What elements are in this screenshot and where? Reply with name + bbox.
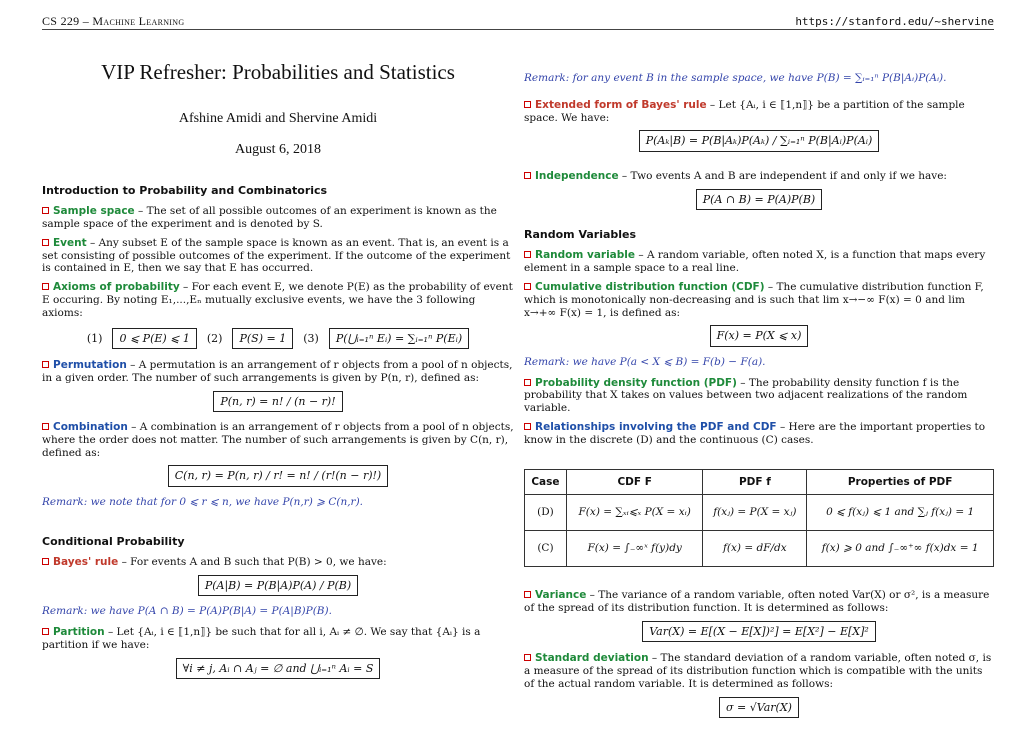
- bullet-icon: [524, 101, 531, 108]
- page-header: [42, 14, 994, 30]
- def-axioms: Axioms of probability – For each event E, we denote P(E) as the probability of event E occuring. By noting E₁,...,Eₙ mutually exclusive events, we have the 3 following axioms:: [42, 281, 513, 319]
- left-column: [42, 30, 514, 747]
- table-cell: 0 ⩽ f(xⱼ) ⩽ 1 and ∑ⱼ f(xⱼ) = 1: [807, 495, 994, 531]
- table-header: CDF F: [566, 469, 703, 495]
- bullet-icon: [42, 558, 49, 565]
- bullet-icon: [42, 423, 49, 430]
- combination-formula: C(n, r) = P(n, r) / r! = n! / (r!(n − r)!): [168, 465, 388, 486]
- bullet-icon: [524, 379, 531, 386]
- def-random-variable: Random variable – A random variable, often noted X, is a function that maps every element in a sample space to a real line.: [524, 249, 986, 275]
- table-cell: f(xⱼ) = P(X = xⱼ): [703, 495, 807, 531]
- pdf-cdf-table: [524, 469, 994, 568]
- bullet-icon: [42, 239, 49, 246]
- def-variance: Variance – The variance of a random variable, often noted Var(X) or σ², is a measure of the spread of its distribution function. It is determined as follows:: [524, 589, 990, 615]
- def-cdf: Cumulative distribution function (CDF) – The cumulative distribution function F, which is monotonically non-decreasing and is such that lim x→−∞ F(x) = 0 and lim x→+∞ F(x) = 1, is defined as:: [524, 281, 984, 319]
- date: August 6, 2018: [235, 141, 321, 157]
- remark-combination: Remark: we note that for 0 ⩽ r ⩽ n, we have P(n,r) ⩾ C(n,r).: [42, 495, 364, 508]
- table-row: [525, 531, 994, 567]
- page-title: VIP Refresher: Probabilities and Statistics: [101, 60, 455, 84]
- permutation-formula: P(n, r) = n! / (n − r)!: [213, 391, 342, 412]
- authors: Afshine Amidi and Shervine Amidi: [178, 110, 378, 126]
- def-relationships: Relationships involving the PDF and CDF – Here are the important properties to know in the discrete (D) and the continuous (C) cases.: [524, 420, 986, 446]
- def-partition: Partition – Let {Aᵢ, i ∈ ⟦1,n⟧} be such that for all i, Aᵢ ≠ ∅. We say that {Aᵢ} is a partition if we have:: [42, 625, 481, 651]
- bullet-icon: [42, 207, 49, 214]
- section-conditional: Conditional Probability: [42, 534, 185, 548]
- bullet-icon: [524, 283, 531, 290]
- table-cell: F(x) = ∑ₓᵢ⩽ₓ P(X = xᵢ): [566, 495, 703, 531]
- remark-cdf: Remark: we have P(a < X ⩽ B) = F(b) − F(a).: [524, 355, 766, 368]
- axiom-3-formula: P(⋃ᵢ₌₁ⁿ Eᵢ) = ∑ᵢ₌₁ⁿ P(Eᵢ): [329, 328, 469, 349]
- def-pdf: Probability density function (PDF) – The probability density function f is the probability that X takes on values between two adjacent realizations of the random variable.: [524, 376, 968, 415]
- course-number: CS 229 –: [42, 14, 93, 28]
- course-label: [42, 14, 184, 29]
- remark-total-probability: Remark: for any event B in the sample space, we have P(B) = ∑ᵢ₌₁ⁿ P(B|Aᵢ)P(Aᵢ).: [524, 72, 947, 84]
- table-cell: f(x) = dF/dx: [703, 531, 807, 567]
- def-extended-bayes: Extended form of Bayes' rule – Let {Aᵢ, i ∈ ⟦1,n⟧} be a partition of the sample space. We have:: [524, 98, 965, 124]
- def-independence: Independence – Two events A and B are independent if and only if we have:: [524, 170, 994, 183]
- bullet-icon: [524, 423, 531, 430]
- def-combination: Combination – A combination is an arrangement of r objects from a pool of n objects, where the order does not matter. The number of such arrangements is given by C(n, r), defined as:: [42, 420, 514, 459]
- def-bayes: Bayes' rule – For events A and B such that P(B) > 0, we have:: [42, 556, 514, 569]
- table-cell: F(x) = ∫₋∞ˣ f(y)dy: [566, 531, 703, 567]
- bullet-icon: [524, 654, 531, 661]
- partition-formula: ∀i ≠ j, Aᵢ ∩ Aⱼ = ∅ and ⋃ᵢ₌₁ⁿ Aᵢ = S: [176, 658, 381, 679]
- def-event: Event – Any subset E of the sample space is known as an event. That is, an event is a set consisting of possible outcomes of the experiment. If the outcome of the experiment is contained in E, then we say that E has occurred.: [42, 236, 511, 275]
- bullet-icon: [42, 628, 49, 635]
- course-name: Machine Learning: [92, 14, 185, 28]
- def-standard-deviation: Standard deviation – The standard deviation of a random variable, often noted σ, is a measure of the spread of its distribution function which is compatible with the units of the actual random variable. It is determined as follows:: [524, 652, 992, 690]
- def-permutation: Permutation – A permutation is an arrangement of r objects from a pool of n objects, in a given order. The number of such arrangements is given by P(n, r), defined as:: [42, 358, 513, 384]
- axioms-formulas: (1) 0 ⩽ P(E) ⩽ 1 (2) P(S) = 1 (3) P(⋃ᵢ₌₁ⁿ Eᵢ) = ∑ᵢ₌₁ⁿ P(Eᵢ): [42, 328, 514, 349]
- table-cell: (D): [525, 495, 567, 531]
- header-url[interactable]: https://stanford.edu/~shervine: [795, 15, 994, 28]
- table-header-row: [525, 469, 994, 495]
- bullet-icon: [524, 591, 531, 598]
- section-intro: Introduction to Probability and Combinatorics: [42, 183, 328, 197]
- def-sample-space: Sample space – The set of all possible outcomes of an experiment is known as the sample space of the experiment and is denoted by S.: [42, 205, 497, 230]
- axiom-1-formula: 0 ⩽ P(E) ⩽ 1: [112, 328, 196, 349]
- table-cell: (C): [525, 531, 567, 567]
- axiom-2-formula: P(S) = 1: [232, 328, 293, 349]
- section-random-variables: Random Variables: [524, 228, 637, 241]
- cdf-formula: F(x) = P(X ⩽ x): [710, 325, 809, 346]
- table-header: Case: [525, 469, 567, 495]
- bullet-icon: [524, 172, 531, 179]
- remark-intersection: Remark: we have P(A ∩ B) = P(A)P(B|A) = P(A|B)P(B).: [42, 605, 332, 618]
- bullet-icon: [42, 283, 49, 290]
- table-header: Properties of PDF: [807, 469, 994, 495]
- right-column: [524, 30, 994, 747]
- bayes-formula: P(A|B) = P(B|A)P(A) / P(B): [198, 575, 358, 596]
- table-cell: f(x) ⩾ 0 and ∫₋∞⁺∞ f(x)dx = 1: [807, 531, 994, 567]
- bullet-icon: [524, 251, 531, 258]
- variance-formula: Var(X) = E[(X − E[X])²] = E[X²] − E[X]²: [642, 621, 876, 642]
- independence-formula: P(A ∩ B) = P(A)P(B): [696, 189, 822, 210]
- stddev-formula: σ = √Var(X): [719, 697, 799, 718]
- table-header: PDF f: [703, 469, 807, 495]
- bullet-icon: [42, 361, 49, 368]
- table-row: [525, 495, 994, 531]
- extended-bayes-formula: P(Aₖ|B) = P(B|Aₖ)P(Aₖ) / ∑ᵢ₌₁ⁿ P(B|Aᵢ)P(Aᵢ): [639, 130, 880, 151]
